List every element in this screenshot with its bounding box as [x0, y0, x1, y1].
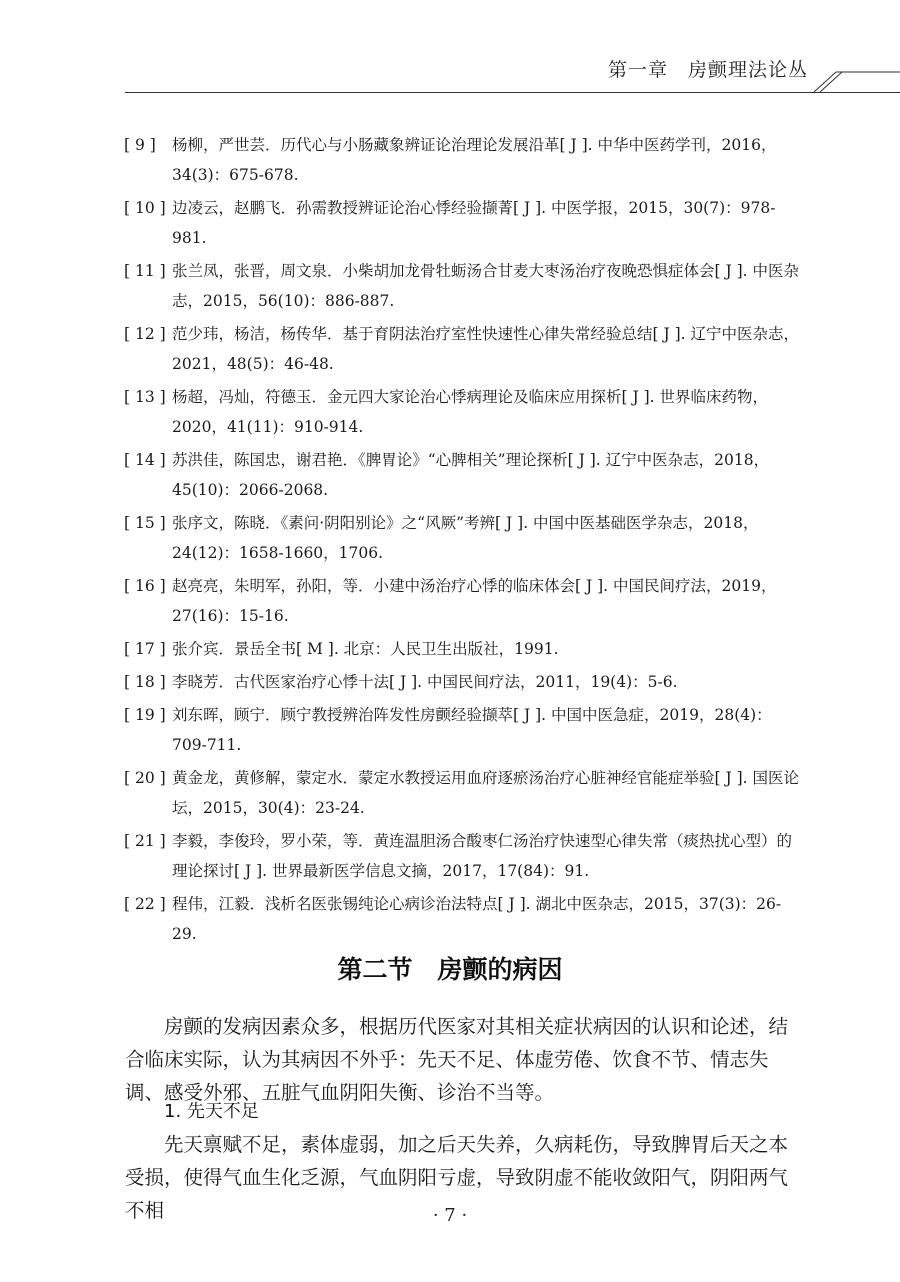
reference-item — [124, 319, 804, 379]
page-header — [0, 0, 900, 95]
reference-item — [124, 508, 804, 568]
reference-number: [ 14 ] — [124, 451, 166, 469]
reference-item — [124, 193, 804, 253]
reference-item — [124, 382, 804, 442]
chapter-title: 第一章 房颤理法论丛 — [607, 59, 808, 81]
reference-text: 张介宾．景岳全书[ M ]. 北京：人民卫生出版社，1991. — [172, 640, 559, 658]
reference-text: 李毅，李俊玲，罗小荣，等．黄连温胆汤合酸枣仁汤治疗快速型心律失常（痰热扰心型）的理论探讨[ J ]. 世界最新医学信息文摘，2017，17(84)：91. — [172, 832, 793, 880]
reference-number: [ 21 ] — [124, 832, 166, 850]
reference-number: [ 12 ] — [124, 325, 166, 343]
section-title: 第二节 房颤的病因 — [337, 955, 563, 984]
reference-text: 张兰凤，张晋，周文泉．小柴胡加龙骨牡蛎汤合甘麦大枣汤治疗夜晚恐惧症体会[ J ]. 中医杂志，2015，56(10)：886-887. — [172, 262, 800, 310]
subsection-heading: 1. 先天不足 — [164, 1101, 259, 1122]
reference-item — [124, 571, 804, 631]
reference-number: [ 20 ] — [124, 769, 166, 787]
reference-item — [124, 634, 804, 664]
reference-item — [124, 667, 804, 697]
reference-text: 赵亮亮，朱明军，孙阳，等．小建中汤治疗心悸的临床体会[ J ]. 中国民间疗法，2019，27(16)：15-16. — [172, 577, 777, 625]
reference-text: 杨柳，严世芸．历代心与小肠藏象辨证论治理论发展沿革[ J ]. 中华中医药学刊，2016，34(3)：675-678. — [172, 136, 777, 184]
reference-item — [124, 256, 804, 316]
intro-paragraph: 房颤的发病因素众多，根据历代医家对其相关症状病因的认识和论述，结合临床实际，认为其病因不外乎：先天不足、体虚劳倦、饮食不节、情志失调、感受外邪、五脏气血阴阳失衡、诊治不当等。 — [125, 1015, 789, 1104]
reference-number: [ 10 ] — [124, 199, 166, 217]
reference-text: 刘东晖，顾宁．顾宁教授辨治阵发性房颤经验撷萃[ J ]. 中国中医急症，2019，28(4)：709-711. — [172, 706, 772, 754]
reference-number: [ 19 ] — [124, 706, 166, 724]
header-rule — [125, 92, 900, 93]
header-decoration-icon — [808, 70, 900, 94]
reference-text: 张序文，陈晓．《素问·阴阳别论》之“风厥”考辨[ J ]. 中国中医基础医学杂志，2018，24(12)：1658-1660，1706. — [172, 514, 759, 562]
reference-item — [124, 445, 804, 505]
reference-text: 范少玮，杨洁，杨传华．基于育阴法治疗室性快速性心律失常经验总结[ J ]. 辽宁中医杂志，2021，48(5)：46-48. — [172, 325, 800, 373]
reference-item — [124, 826, 804, 886]
reference-text: 李晓芳．古代医家治疗心悸十法[ J ]. 中国民间疗法，2011，19(4)：5-6. — [172, 673, 678, 691]
page-number: · 7 · — [432, 1205, 468, 1226]
reference-text: 边凌云，赵鹏飞．孙需教授辨证论治心悸经验撷菁[ J ]. 中医学报，2015，30(7)：978-981. — [172, 199, 776, 247]
reference-number: [ 22 ] — [124, 895, 166, 913]
reference-list — [124, 130, 804, 952]
reference-text: 杨超，冯灿，符德玉．金元四大家论治心悸病理论及临床应用探析[ J ]. 世界临床药物，2020，41(11)：910-914. — [172, 388, 769, 436]
reference-text: 程伟，江毅．浅析名医张锡纯论心病诊治法特点[ J ]. 湖北中医杂志，2015，37(3)：26-29. — [172, 895, 782, 943]
reference-item — [124, 763, 804, 823]
reference-item — [124, 700, 804, 760]
reference-item — [124, 889, 804, 949]
reference-item — [124, 130, 804, 190]
body-paragraph: 先天禀赋不足，素体虚弱，加之后天失养，久病耗伤，导致脾胃后天之本受损，使得气血生化乏源，气血阴阳亏虚，导致阴虚不能收敛阳气，阴阳两气不相 — [125, 1133, 789, 1222]
reference-text: 黄金龙，黄修解，蒙定水．蒙定水教授运用血府逐瘀汤治疗心脏神经官能症举验[ J ]. 国医论坛，2015，30(4)：23-24. — [172, 769, 800, 817]
reference-number: [ 9 ] — [124, 136, 156, 154]
reference-number: [ 13 ] — [124, 388, 166, 406]
reference-text: 苏洪佳，陈国忠，谢君艳．《脾胃论》“心脾相关”理论探析[ J ]. 辽宁中医杂志，2018，45(10)：2066-2068. — [172, 451, 770, 499]
reference-number: [ 17 ] — [124, 640, 166, 658]
reference-number: [ 18 ] — [124, 673, 166, 691]
reference-number: [ 15 ] — [124, 514, 166, 532]
reference-number: [ 11 ] — [124, 262, 166, 280]
reference-number: [ 16 ] — [124, 577, 166, 595]
